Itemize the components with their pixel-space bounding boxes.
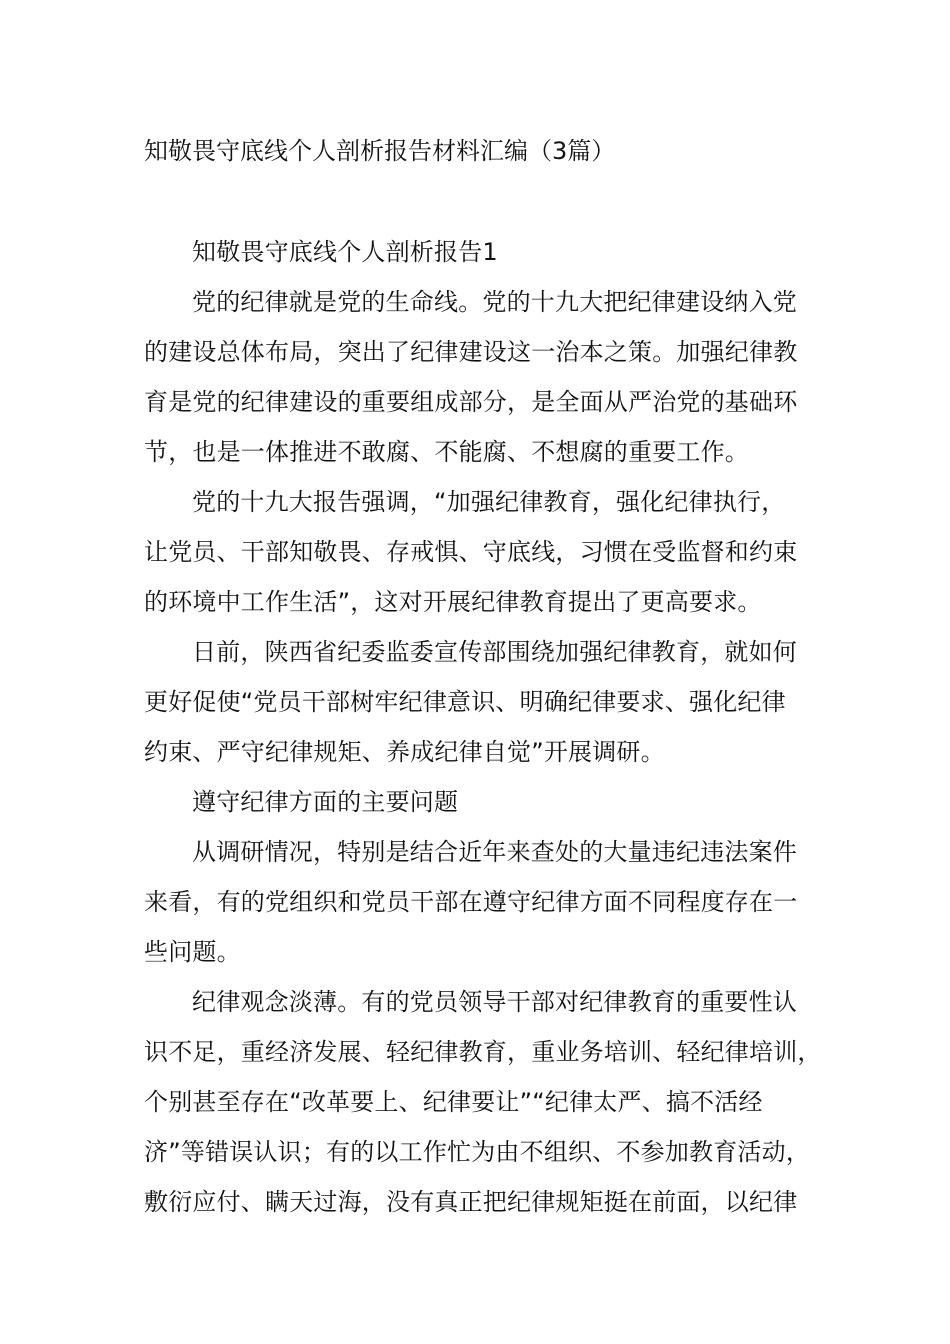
text-line: 来看，有的党组织和党员干部在遵守纪律方面不同程度存在一 xyxy=(144,888,798,916)
text-line: 约束、严守纪律规矩、养成纪律自觉”开展调研。 xyxy=(144,738,665,766)
text-line: 济”等错误认识；有的以工作忙为由不组织、不参加教育活动， xyxy=(144,1138,811,1166)
text-line: 让党员、干部知敬畏、存戒惧、守底线，习惯在受监督和约束 xyxy=(144,538,798,566)
text-line: 日前，陕西省纪委监委宣传部围绕加强纪律教育，就如何 xyxy=(192,638,797,666)
paragraph-2 xyxy=(144,477,808,627)
text-line: 更好促使“党员干部树牢纪律意识、明确纪律要求、强化纪律 xyxy=(144,688,786,716)
section-heading: 遵守纪律方面的主要问题 xyxy=(192,788,459,816)
text-line: 些问题。 xyxy=(144,938,241,966)
text-line: 敷衍应付、瞒天过海，没有真正把纪律规矩挺在前面，以纪律 xyxy=(144,1188,798,1216)
text-line: 个别甚至存在“改革要上、纪律要让”“纪律太严、搞不活经 xyxy=(144,1088,763,1116)
paragraph-4 xyxy=(144,827,808,977)
document-body xyxy=(144,227,822,1227)
document-title: 知敬畏守底线个人剖析报告材料汇编（3篇） xyxy=(144,137,616,165)
text-line: 党的十九大报告强调，“加强纪律教育，强化纪律执行， xyxy=(192,488,786,516)
text-line: 纪律观念淡薄。有的党员领导干部对纪律教育的重要性认 xyxy=(192,988,797,1016)
text-line: 育是党的纪律建设的重要组成部分，是全面从严治党的基础环 xyxy=(144,388,798,416)
paragraph-1 xyxy=(144,277,808,477)
report-subtitle: 知敬畏守底线个人剖析报告1 xyxy=(192,238,498,266)
paragraph-5 xyxy=(144,977,822,1227)
text-line: 的环境中工作生活”，这对开展纪律教育提出了更高要求。 xyxy=(144,588,762,616)
text-line: 识不足，重经济发展、轻纪律教育，重业务培训、轻纪律培训， xyxy=(144,1038,822,1066)
text-line: 从调研情况，特别是结合近年来查处的大量违纪违法案件 xyxy=(192,838,797,866)
paragraph-3 xyxy=(144,627,808,777)
text-line: 的建设总体布局，突出了纪律建设这一治本之策。加强纪律教 xyxy=(144,338,798,366)
text-line: 党的纪律就是党的生命线。党的十九大把纪律建设纳入党 xyxy=(192,288,797,316)
text-line: 节，也是一体推进不敢腐、不能腐、不想腐的重要工作。 xyxy=(144,438,749,466)
